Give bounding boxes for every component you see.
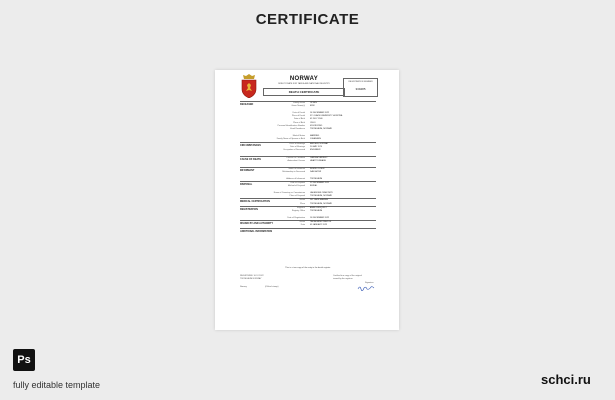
field-value: DAUGHTER [310, 170, 322, 173]
field-label: Place of Disposal [289, 195, 305, 198]
field-label: Date [300, 224, 305, 227]
field-value: 02074612345 [310, 125, 323, 128]
field-row [240, 229, 376, 232]
field-label: Place of Birth [293, 121, 305, 124]
document-type: DEATH CERTIFICATE [263, 88, 345, 96]
footer-stamp: (Official stamp) [265, 286, 279, 288]
field-label: Disease or Condition [286, 156, 305, 159]
field-value: INGRID OLSEN [310, 167, 325, 170]
field-value: TAX ADMINISTRATION [310, 221, 332, 224]
field-value: ENGINEER [310, 149, 321, 152]
certificate-section [240, 198, 376, 206]
field-value: BURIAL [310, 185, 318, 188]
footer-left-line: REGISTERED 16.12.2022 [240, 275, 264, 277]
coat-of-arms-icon [240, 74, 258, 98]
field-label: Place [299, 202, 305, 205]
field-label: Name [299, 199, 305, 202]
footer-note: This is a true copy of the entry in the death register. [285, 267, 331, 269]
field-label: Name of Informant [288, 167, 305, 170]
field-value: ST. OLAVS UNIVERSITY HOSPITAL [310, 115, 343, 118]
signature-image [357, 285, 375, 291]
section-title: REGISTRATION [240, 207, 258, 211]
field-label: Date of Registration [287, 216, 305, 219]
field-value: 03 JANUARY 2023 [310, 224, 328, 227]
field-label: Name [299, 221, 305, 224]
field-label: Place of Death [291, 115, 305, 118]
footer-right-line: Certified true copy of the original [333, 275, 362, 277]
field-value: TRONDHEIM [310, 177, 323, 180]
footer-registration [240, 275, 264, 281]
section-title: INFORMANT [240, 168, 255, 172]
field-label: Occupation of Deceased [283, 149, 305, 152]
section-title: ISSUED BY AND AUTHORITY [240, 222, 274, 226]
field-label: Name of Cemetery or Crematorium [273, 191, 305, 194]
certificate-section [240, 156, 376, 167]
field-label: Family Name of Spouse at Birth [276, 138, 305, 141]
field-value: 14 DECEMBER 2022 [310, 111, 330, 114]
certificate-section [240, 142, 376, 156]
field-value: 22 DECEMBER 2022 [310, 181, 330, 184]
field-value: JOHANSEN [310, 138, 321, 141]
field-label: Date of Disposal [290, 181, 305, 184]
field-label: Relationship to Deceased [282, 170, 305, 173]
certificate-document [215, 70, 399, 330]
field-label: Usual Residence [289, 128, 305, 131]
registration-box [343, 78, 378, 97]
section-title: MEDICAL CERTIFICATION [240, 200, 270, 204]
field-value: TRONDHEIM, NORWAY [310, 202, 332, 205]
certificate-section [240, 167, 376, 181]
field-value: TRONDHEIM [310, 210, 323, 213]
field-value: 16 DECEMBER 2022 [310, 216, 330, 219]
section-title: DECEASED [240, 103, 254, 106]
field-label: Address of Informant [286, 177, 305, 180]
certificate-section [240, 228, 376, 232]
template-caption: fully editable template [13, 380, 101, 390]
issuing-office: DIRECTORATE FOR TAXES AND NATIONAL REGISTRY [278, 83, 330, 85]
field-label: Date of Birth [293, 118, 305, 121]
country-name: NORWAY [289, 76, 319, 82]
field-value: DR. LARS HANSEN [310, 199, 329, 202]
field-value: 20 MAY 1970 [310, 145, 322, 148]
field-value: ANNE LINDQVIST [310, 206, 327, 209]
brand-watermark: schci.ru [541, 372, 591, 387]
document-header [263, 76, 345, 96]
field-label: Given Name(s) [291, 105, 305, 108]
footer-right-line: issued by the registrar [333, 278, 353, 280]
field-value: OLSEN [310, 102, 317, 104]
field-value: TRONDHEIM, NORWAY [310, 195, 332, 198]
field-value: HEART DISEASE [310, 160, 326, 163]
field-label: Personal Identification Number [277, 125, 305, 128]
certificate-section [240, 206, 376, 220]
footer-country: Norway [240, 286, 247, 288]
field-label: Date of Marriage [290, 145, 305, 148]
field-label: Date of Death [292, 111, 305, 114]
field-value: 02 JULY 1946 [310, 118, 323, 121]
section-title: ADDITIONAL INFORMATION [240, 229, 273, 233]
field-label: Family Name [293, 102, 305, 104]
field-label: Place of Marriage [289, 142, 305, 145]
section-title: DISPOSAL [240, 182, 253, 186]
registration-number: 339485 [355, 87, 366, 91]
page-title: CERTIFICATE [255, 11, 360, 28]
footer-left-line: TRONDHEIM NORWAY [240, 278, 262, 280]
section-title: CIRCUMSTANCES [240, 143, 261, 147]
field-label: Registry Office [291, 210, 305, 213]
field-label: Marital Status [292, 134, 305, 137]
certificate-section [240, 101, 376, 142]
field-value: LADEMOEN CEMETERY [310, 191, 333, 194]
field-value: OSLO [310, 121, 316, 124]
section-title: CAUSE OF DEATH [240, 157, 262, 161]
certificate-section [240, 181, 376, 198]
certificate-fields [240, 101, 376, 232]
field-value: ERIK [310, 105, 315, 108]
field-value: MARRIED [310, 134, 320, 137]
field-label: Antecedent Causes [287, 160, 305, 163]
registration-label: REGISTRATION NUMBER [348, 81, 373, 83]
certificate-section [240, 220, 376, 228]
field-value: CARDIAC ARREST [310, 156, 328, 159]
footer-certification [333, 275, 362, 281]
field-label: Registrar [296, 206, 305, 209]
field-value: TRONDHEIM, NORWAY [310, 128, 332, 131]
field-value: BERGEN, NORWAY [310, 142, 329, 145]
photoshop-icon: Ps [13, 349, 35, 371]
field-label: Method of Disposal [287, 185, 305, 188]
signature-label: Signature [365, 282, 374, 284]
